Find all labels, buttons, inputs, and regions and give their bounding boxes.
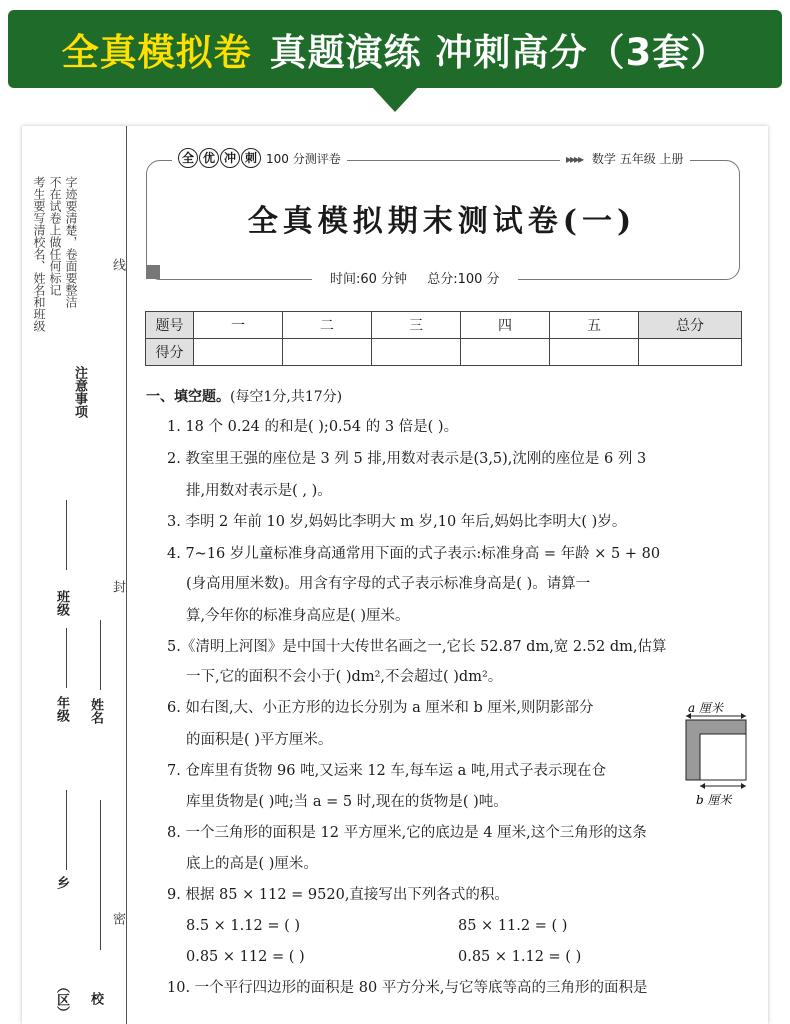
score-cell-2[interactable] (283, 339, 372, 366)
brand-char-2: 优 (199, 148, 219, 168)
score-cell-1[interactable] (194, 339, 283, 366)
total-score: 总分:100 分 (427, 272, 500, 287)
brand-char-1: 全 (178, 148, 198, 168)
question-7-line-1: 7. 仓库里有货物 96 吨,又运来 12 车,每车运 a 吨,用式子表示现在仓 (167, 763, 606, 779)
question-4-line-1: 4. 7~16 岁儿童标准身高通常用下面的式子表示:标准身高 = 年龄 × 5 + 80 (167, 546, 661, 562)
brand-subtitle: 100 分测评卷 (266, 151, 341, 166)
triple-arrow-icon: ▸▸▸▸ (566, 152, 583, 166)
grade-label: 年级 (54, 696, 69, 722)
name-blank (100, 620, 101, 690)
name-label: 姓名 (88, 698, 103, 724)
notice-title: 注意事项 (72, 366, 87, 418)
question-9-item-1: 8.5 × 1.12 = ( ) (186, 918, 301, 934)
question-5-line-1: 5.《清明上河图》是中国十大传世名画之一,它长 52.87 dm,宽 2.52 dm,估算 (167, 639, 667, 655)
banner-text (8, 10, 782, 88)
question-8-line-1: 8. 一个三角形的面积是 12 平方厘米,它的底边是 4 厘米,这个三角形的这条 (167, 825, 647, 841)
score-table-col-2: 二 (283, 312, 372, 339)
score-table-col-3: 三 (372, 312, 461, 339)
seal-secret-char: 密 (110, 912, 125, 925)
score-table-col-1: 一 (194, 312, 283, 339)
notice-line-1: 考生要写清校名、姓名和班级 (32, 176, 46, 332)
question-5-line-2: 一下,它的面积不会小于( )dm²,不会超过( )dm²。 (186, 669, 503, 685)
a-arrow-right-icon (741, 713, 746, 719)
question-6-line-1: 6. 如右图,大、小正方形的边长分别为 a 厘米和 b 厘米,则阴影部分 (167, 700, 594, 716)
score-table-col-4: 四 (461, 312, 550, 339)
question-7-line-2: 库里货物是( )吨;当 a = 5 时,现在的货物是( )吨。 (186, 794, 508, 810)
grade-blank (66, 628, 67, 688)
grade-info-text: 数学 五年级 上册 (591, 152, 684, 166)
notice-line-3: 字迹要清楚，卷面要整洁 (64, 176, 78, 308)
squares-figure (682, 700, 752, 810)
figure-top-label: a 厘米 (688, 701, 723, 715)
seal-line-char: 线 (110, 258, 125, 271)
score-table (145, 311, 742, 366)
question-9: 9. 根据 85 × 112 = 9520,直接写出下列各式的积。 (167, 887, 509, 903)
notice-line-2: 不在试卷上做任何标记 (48, 176, 62, 296)
grade-info (560, 150, 690, 167)
township-blank (66, 790, 67, 870)
small-square (700, 734, 746, 780)
question-8-line-2: 底上的高是( )厘米。 (186, 856, 318, 872)
brand-char-3: 冲 (220, 148, 240, 168)
question-2-line-2: 排,用数对表示是( , )。 (186, 483, 332, 499)
score-row-label: 得分 (146, 339, 194, 366)
promo-banner (0, 0, 790, 95)
brand-logo (172, 148, 347, 168)
score-cell-4[interactable] (461, 339, 550, 366)
brand-char-4: 刺 (241, 148, 261, 168)
section-title (146, 386, 342, 406)
banner-white-text: 真题演练 冲刺高分（3套） (269, 31, 729, 74)
school-blank (100, 800, 101, 950)
time-limit: 时间:60 分钟 (330, 272, 408, 287)
question-9-item-3: 0.85 × 112 = ( ) (186, 949, 305, 965)
corner-marker (146, 265, 160, 279)
exam-title: 全真模拟期末测试卷(一) (247, 204, 637, 239)
seal-seal-char: 封 (110, 580, 125, 593)
score-table-header-label: 题号 (146, 312, 194, 339)
banner-pointer-icon (371, 86, 419, 112)
question-1: 1. 18 个 0.24 的和是( );0.54 的 3 倍是( )。 (167, 419, 459, 435)
banner-bar (8, 10, 782, 88)
question-3: 3. 李明 2 年前 10 岁,妈妈比李明大 m 岁,10 年后,妈妈比李明大( )岁。 (167, 514, 627, 530)
question-4-line-3: 算,今年你的标准身高应是( )厘米。 (186, 608, 410, 624)
class-label: 班级 (54, 590, 69, 616)
question-9-item-4: 0.85 × 1.12 = ( ) (458, 949, 582, 965)
question-9-item-2: 85 × 11.2 = ( ) (458, 918, 568, 934)
question-4-line-2: (身高用厘米数)。用含有字母的式子表示标准身高是( )。请算一 (186, 576, 591, 592)
score-cell-3[interactable] (372, 339, 461, 366)
banner-yellow-text: 全真模拟卷 (61, 31, 252, 74)
class-blank (66, 500, 67, 570)
section-note: (每空1分,共17分) (230, 389, 343, 405)
question-2-line-1: 2. 教室里王强的座位是 3 列 5 排,用数对表示是(3,5),沈刚的座位是 6 列 3 (167, 451, 647, 467)
school-label: 校 (88, 992, 103, 1005)
district-label: （区） (54, 980, 69, 1019)
question-10: 10. 一个平行四边形的面积是 80 平方分米,与它等底等高的三角形的面积是 (167, 980, 648, 996)
question-6-line-2: 的面积是( )平方厘米。 (186, 732, 333, 748)
score-table-col-total: 总分 (639, 312, 742, 339)
time-total-bar (312, 268, 518, 287)
score-table-col-5: 五 (550, 312, 639, 339)
score-cell-total[interactable] (639, 339, 742, 366)
b-arrow-left-icon (700, 783, 705, 789)
figure-bottom-label: b 厘米 (696, 793, 732, 807)
score-cell-5[interactable] (550, 339, 639, 366)
township-label: 乡 (54, 876, 69, 889)
b-arrow-right-icon (741, 783, 746, 789)
section-heading: 一、填空题。 (146, 389, 230, 405)
